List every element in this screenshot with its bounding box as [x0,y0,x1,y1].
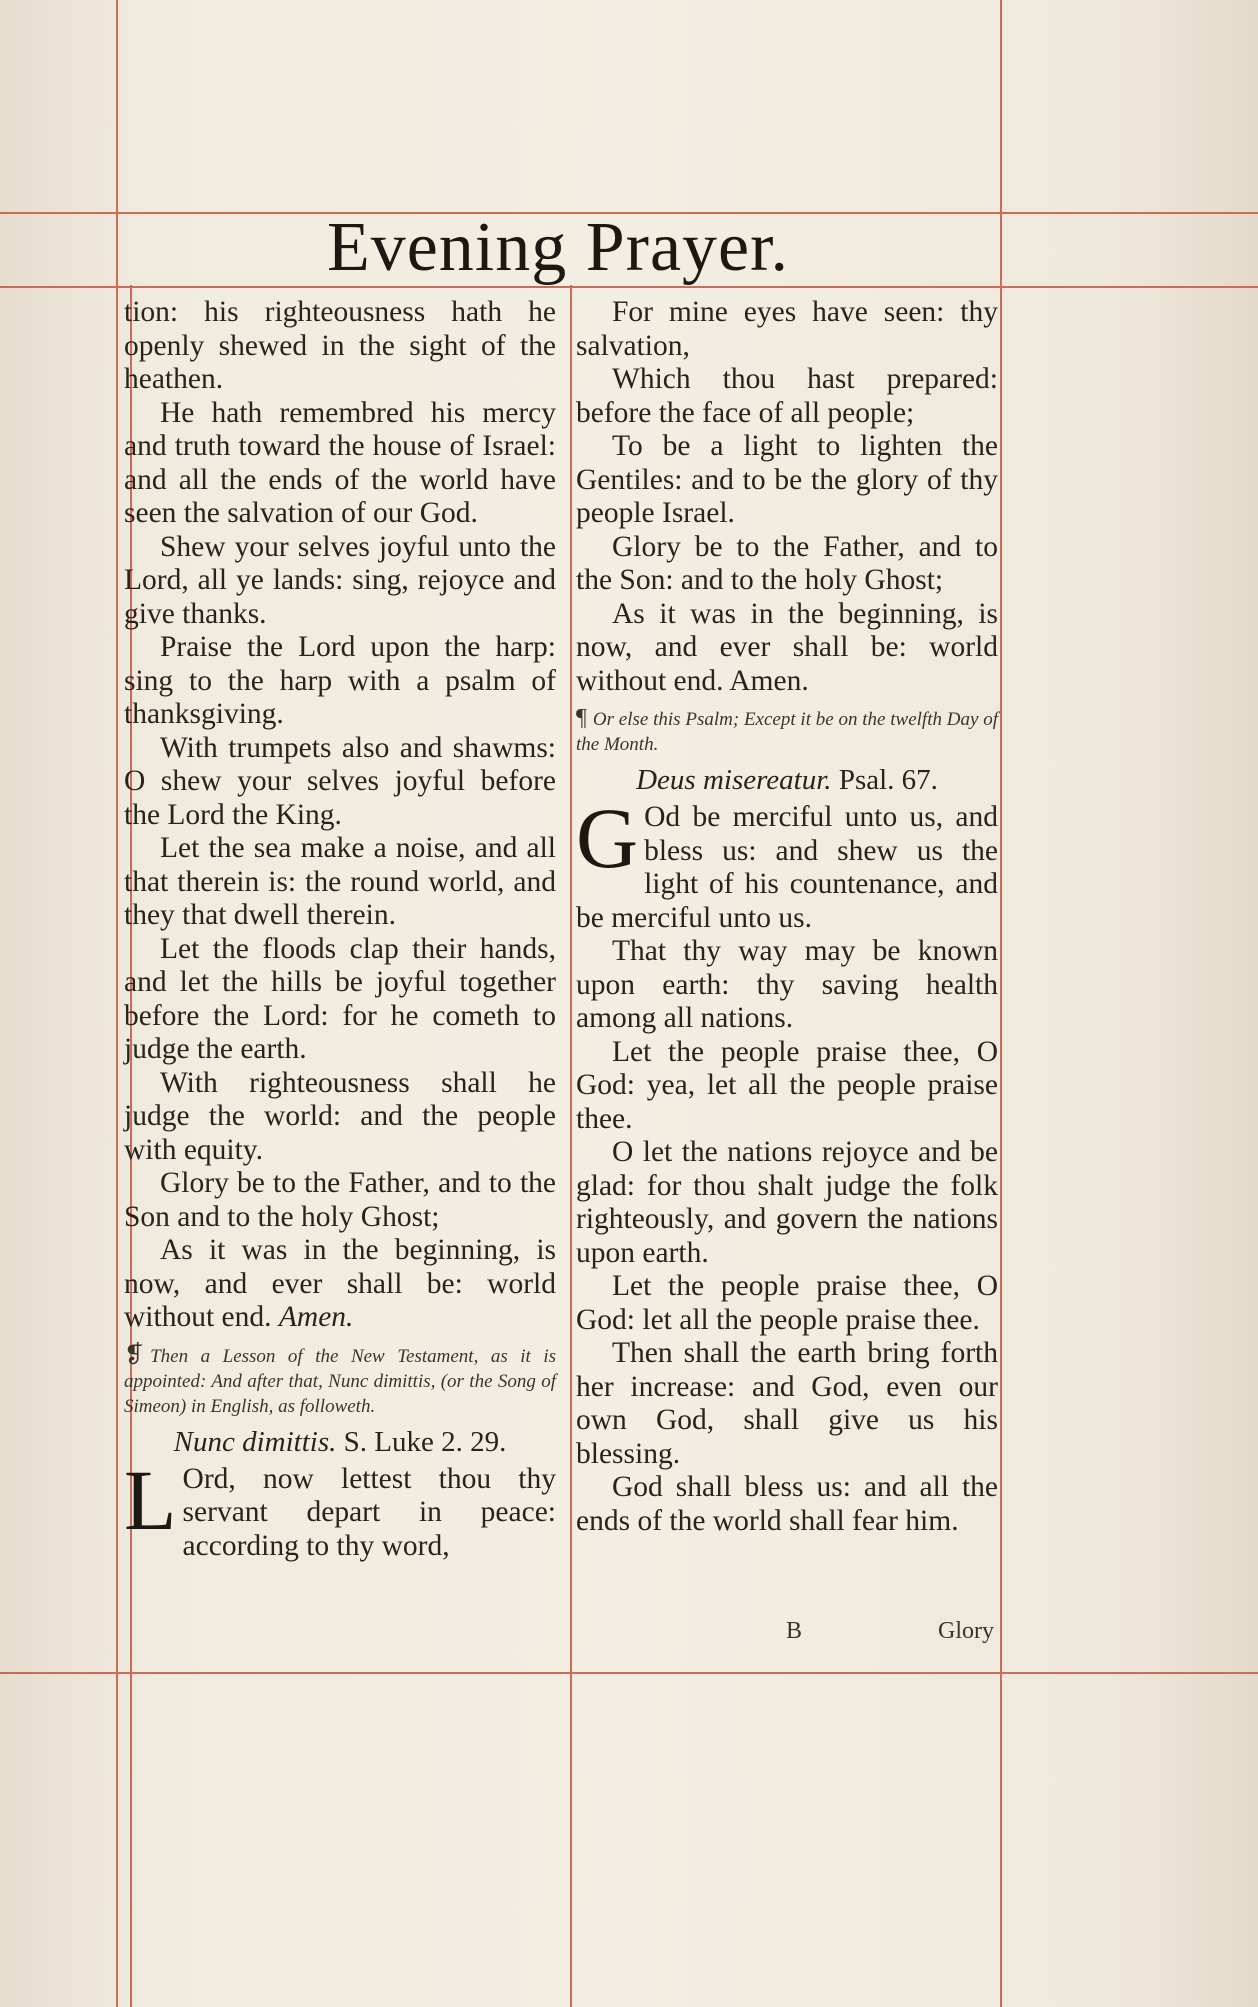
verse: Then shall the earth bring forth her increase: and God, even our own God, shall give us his blessing. [576,1337,998,1470]
rubric [576,706,998,757]
psalm-title: Deus misereatur. [636,764,832,796]
signature-mark: B [786,1618,803,1644]
rubric-text: Then a Lesson of the New Testament, as it is appointed: And after that, Nunc dimittis, (or the Song of Simeon) in English, as followeth. [124,1345,556,1417]
canticle-first-verse [124,1451,556,1564]
amen: Amen. [278,1301,354,1333]
psalm-heading [576,763,998,797]
drop-cap: G [576,790,639,886]
verse: Glory be to the Father, and to the Son and to the holy Ghost; [124,1167,556,1233]
verse: To be a light to lighten the Gentiles: and to be the glory of thy people Israel. [576,430,998,529]
verse-text: Ord, now lettest thou thy servant depart in peace: according to thy word, [182,1462,556,1562]
verse: He hath remembred his mercy and truth toward the house of Israel: and all the ends of the world have seen the salvation of our God. [124,396,556,529]
verse: Which thou hast prepared: before the face of all people; [576,363,998,429]
canticle-heading [124,1425,556,1459]
rule-bottom [0,1672,1258,1674]
verse: With trumpets also and shawms: O shew your selves joyful before the Lord the King. [124,731,556,831]
verse: tion: his righteousness hath he openly shewed in the sight of the heathen. [124,296,556,395]
verse: With righteousness shall he judge the world: and the people with equity. [124,1066,556,1166]
verse: God shall bless us: and all the ends of the world shall fear him. [576,1471,998,1537]
left-column [124,296,556,1563]
rubric [124,1343,556,1419]
rule-right [1000,0,1002,2007]
gloria-ending [124,1234,556,1335]
verse: Let the people praise thee, O God: yea, let all the people praise thee. [576,1035,998,1135]
psalm-ref: Psal. 67. [838,764,938,796]
verse: Shew your selves joyful unto the Lord, all ye lands: sing, rejoyce and give thanks. [124,530,556,630]
verse: That thy way may be known upon earth: thy saving health among all nations. [576,935,998,1034]
catchword: Glory [938,1618,994,1644]
verse: Let the people praise thee, O God: let all the people praise thee. [576,1270,998,1336]
right-column [576,296,998,1538]
verse: Let the sea make a noise, and all that therein is: the round world, and they that dwell therein. [124,832,556,931]
gloria-ending [576,598,998,699]
psalm-first-verse [576,790,998,935]
pilcrow-icon: ❡ [124,1341,145,1368]
amen: Amen. [729,664,809,697]
rule-gutter [570,285,572,2007]
rule-left-outer [116,0,118,2007]
page-title: Evening Prayer. [326,209,790,286]
pilcrow-icon: ¶ [576,705,587,731]
verse: Glory be to the Father, and to the Son: and to the holy Ghost; [576,530,998,596]
canticle-title: Nunc dimittis. [173,1425,337,1458]
verse-text: As it was in the beginning, is now, and ever shall be: world without end. [124,1234,556,1333]
verse: For mine eyes have seen: thy salvation, [576,296,998,362]
rubric-text: Or else this Psalm; Except it be on the twelfth Day of the Month. [576,709,998,755]
verse-text: Od be merciful unto us, and bless us: and shew us the light of his countenance, and be merciful unto us. [576,801,998,934]
verse-text: As it was in the beginning, is now, and ever shall be: world without end. [576,597,998,697]
drop-cap: L [124,1451,177,1548]
verse: Praise the Lord upon the harp: sing to the harp with a psalm of thanksgiving. [124,631,556,730]
verse: O let the nations rejoyce and be glad: for thou shalt judge the folk righteously, and govern the nations upon earth. [576,1136,998,1269]
canticle-ref: S. Luke 2. 29. [343,1425,507,1458]
verse: Let the floods clap their hands, and let the hills be joyful together before the Lord: for he cometh to judge the earth. [124,932,556,1065]
